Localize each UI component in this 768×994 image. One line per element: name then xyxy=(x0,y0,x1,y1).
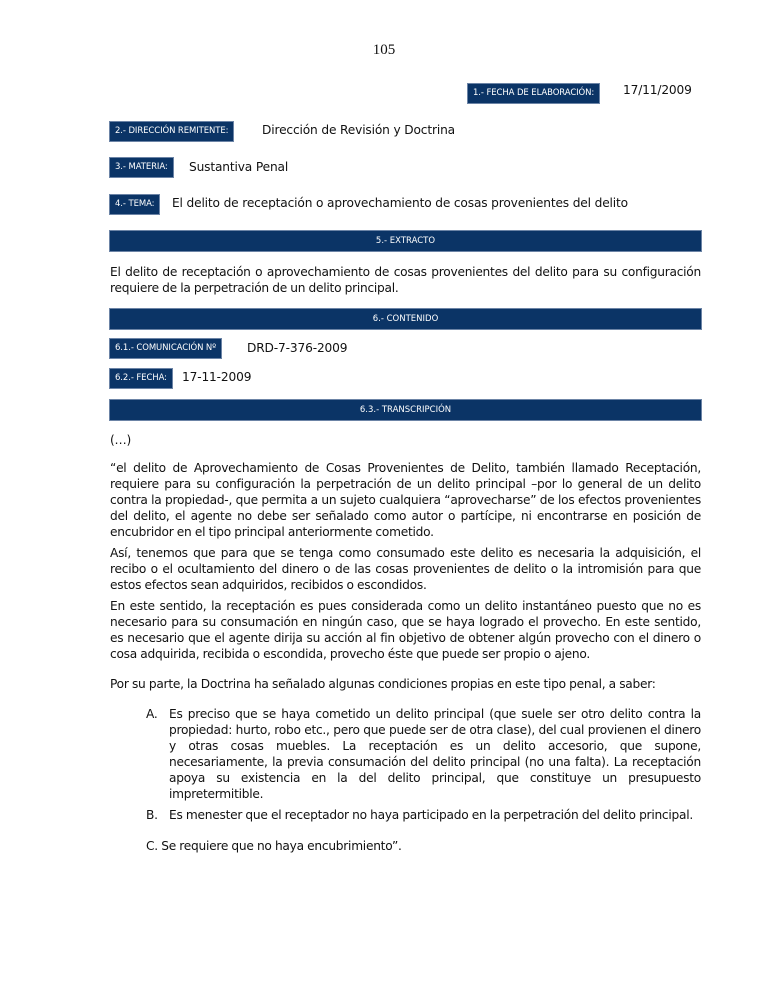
extracto-header: 5.- EXTRACTO xyxy=(110,231,701,251)
condition-list-item-b xyxy=(146,807,701,823)
comunicacion-label: 6.1.- COMUNICACIÓN Nº xyxy=(110,339,221,358)
transcripcion-ellipsis: (…) xyxy=(110,433,131,447)
list-item-text: Es menester que el receptador no haya participado en la perpetración del delito principal. xyxy=(169,808,693,822)
list-marker: A. xyxy=(146,707,158,721)
direccion-remitente-label: 2.- DIRECCIÓN REMITENTE: xyxy=(110,122,233,141)
transcripcion-paragraph-3: En este sentido, la receptación es pues considerada como un delito instantáneo puesto que no es necesario para su consumación en ningún caso, que se haya logrado el provecho. En este sentido, es necesario que el agente dirija su acción al fin objetivo de obtener algún provecho con el dinero o cosa adquirida, recibida o escondida, provecho éste que puede ser propio o ajeno. xyxy=(110,599,701,661)
materia-value: Sustantiva Penal xyxy=(189,160,289,174)
tema-label: 4.- TEMA: xyxy=(110,195,159,214)
fecha-label: 6.2.- FECHA: xyxy=(110,369,172,388)
materia-label: 3.- MATERIA: xyxy=(110,158,173,177)
fecha-elaboracion-value: 17/11/2009 xyxy=(623,83,692,97)
comunicacion-value: DRD-7-376-2009 xyxy=(247,341,348,355)
list-item-text: Se requiere que no haya encubrimiento”. xyxy=(157,839,402,853)
fecha-elaboracion-label: 1.- FECHA DE ELABORACIÓN: xyxy=(468,84,599,103)
transcripcion-paragraph-4: Por su parte, la Doctrina ha señalado algunas condiciones propias en este tipo penal, a saber: xyxy=(110,677,656,691)
transcripcion-paragraph-1: “el delito de Aprovechamiento de Cosas Provenientes de Delito, también llamado Receptación, requiere para su configuración la perpetración de un delito principal –por lo general de un delito contra la propiedad-, que permita a un sujeto cualquiera “aprovecharse” de los efectos provenientes del delito, el agente no debe ser señalado como autor o partícipe, ni encontrarse en posición de encubridor en el tipo principal anteriormente cometido. xyxy=(110,461,701,539)
page-number: 105 xyxy=(372,42,396,58)
list-marker: C. xyxy=(146,839,158,853)
transcripcion-paragraph-2: Así, tenemos que para que se tenga como consumado este delito es necesaria la adquisición, el recibo o el ocultamiento del dinero o de las cosas provenientes de delito o la intromisión para que estos efectos sean adquiridos, recibidos o escondidos. xyxy=(110,546,701,592)
extracto-text: El delito de receptación o aprovechamiento de cosas provenientes del delito para su configuración requiere de la perpetración de un delito principal. xyxy=(110,265,701,295)
list-item-text: Es preciso que se haya cometido un delito principal (que suele ser otro delito contra la propiedad: hurto, robo etc., pero que puede ser de otra clase), del cual provienen el dinero y otras cosas muebles. La receptación es un delito accesorio, que supone, necesariamente, la previa consumación del delito principal (no una falta). La receptación apoya su existencia en la del delito principal, que constituye un presupuesto impretermitible. xyxy=(169,707,701,801)
transcripcion-header: 6.3.- TRANSCRIPCIÓN xyxy=(110,400,701,420)
fecha-value: 17-11-2009 xyxy=(182,370,252,384)
direccion-remitente-value: Dirección de Revisión y Doctrina xyxy=(262,123,455,137)
condition-list-item-c xyxy=(146,838,701,854)
list-marker: B. xyxy=(146,808,158,822)
condition-list-item-a xyxy=(146,706,701,802)
contenido-header: 6.- CONTENIDO xyxy=(110,309,701,329)
tema-value: El delito de receptación o aprovechamiento de cosas provenientes del delito xyxy=(172,196,628,210)
